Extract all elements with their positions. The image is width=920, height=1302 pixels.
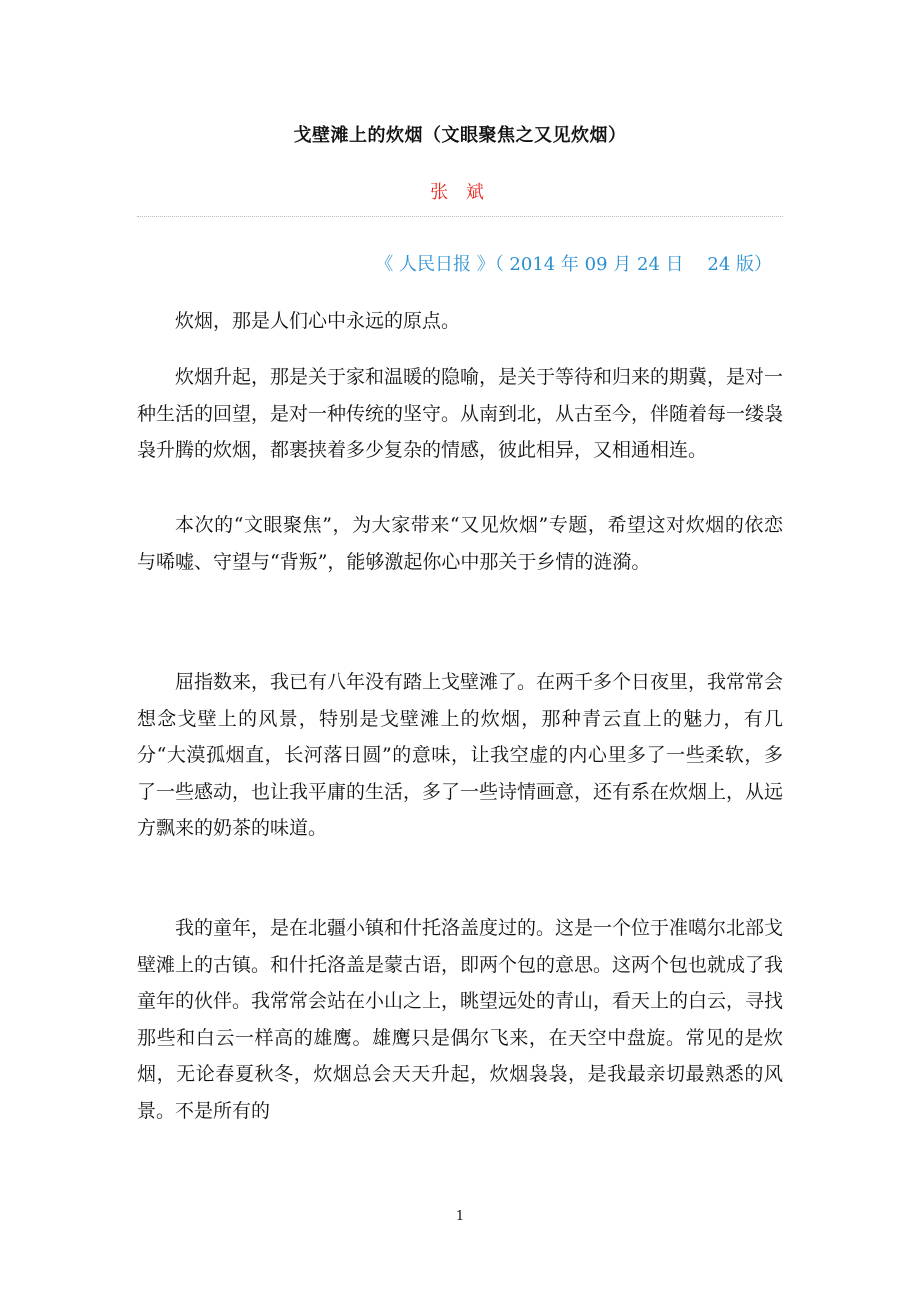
title-divider — [137, 216, 783, 217]
article-title: 戈壁滩上的炊烟（文眼聚焦之又见炊烟） — [293, 125, 627, 146]
page-number: 1 — [455, 1209, 465, 1224]
article-author: 张 斌 — [430, 182, 490, 203]
paragraph-3: 本次的“文眼聚焦”，为大家带来“又见炊烟”专题，希望这对炊烟的依恋与唏嘘、守望与“背叛”，能够激起你心中那关于乡情的涟漪。 — [137, 514, 783, 573]
paragraph-5: 我的童年，是在北疆小镇和什托洛盖度过的。这是一个位于准噶尔北部戈壁滩上的古镇。和什托洛盖是蒙古语，即两个包的意思。这两个包也就成了我童年的伙伴。我常常会站在小山之上，眺望远处的青山，看天上的白云，寻找那些和白云一样高的雄鹰。雄鹰只是偶尔飞来，在天空中盘旋。常见的是炊烟，无论春夏秋冬，炊烟总会天天升起，炊烟袅袅，是我最亲切最熟悉的风景。不是所有的 — [137, 917, 784, 1122]
paragraph-4: 屈指数来，我已有八年没有踏上戈壁滩了。在两千多个日夜里，我常常会想念戈壁上的风景，特别是戈壁滩上的炊烟，那种青云直上的魅力，有几分“大漠孤烟直，长河落日圆”的意味，让我空虚的内心里多了一些柔软，多了一些感动，也让我平庸的生活，多了一些诗情画意，还有系在炊烟上，从远方飘来的奶茶的味道。 — [137, 671, 784, 839]
article-source: 《 人民日报 》（ 2014 年 09 月 24 日 24 版） — [375, 254, 772, 275]
paragraph-2: 炊烟升起，那是关于家和温暖的隐喻，是关于等待和归来的期冀，是对一种生活的回望，是对一种传统的坚守。从南到北，从古至今，伴随着每一缕袅袅升腾的炊烟，都裹挟着多少复杂的情感，彼此相异，又相通相连。 — [137, 366, 784, 461]
paragraph-1: 炊烟，那是人们心中永远的原点。 — [175, 310, 461, 332]
